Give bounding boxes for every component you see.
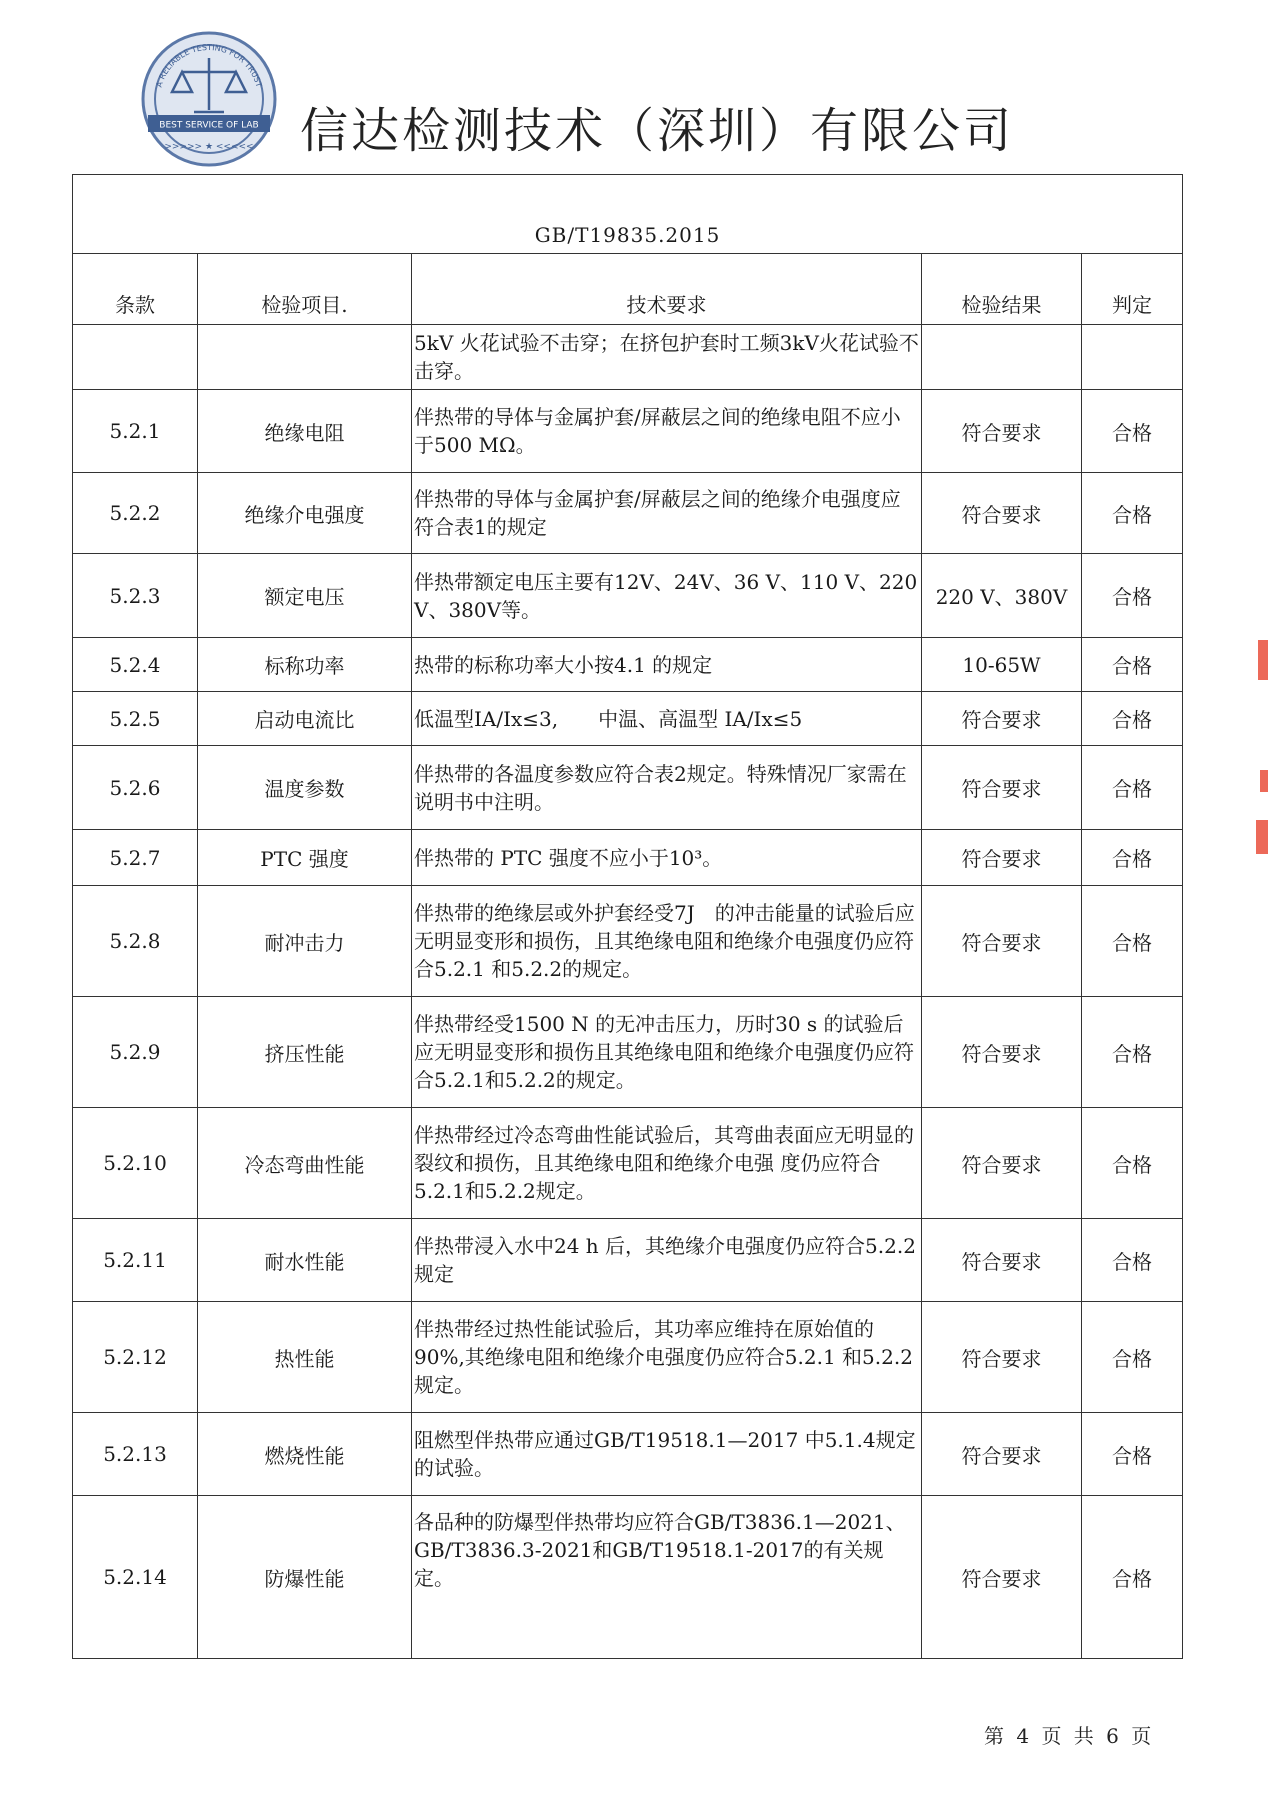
table-row bbox=[73, 638, 1183, 692]
item-cell: 挤压性能 bbox=[198, 997, 412, 1108]
item-cell: PTC 强度 bbox=[198, 830, 412, 886]
verdict-cell: 合格 bbox=[1082, 1496, 1183, 1659]
table-row bbox=[73, 1413, 1183, 1496]
item-cell: 冷态弯曲性能 bbox=[198, 1108, 412, 1219]
col-clause: 条款 bbox=[73, 254, 198, 325]
verdict-cell: 合格 bbox=[1082, 1413, 1183, 1496]
table-row bbox=[73, 390, 1183, 473]
clause-cell: 5.2.5 bbox=[73, 692, 198, 746]
clause-cell: 5.2.10 bbox=[73, 1108, 198, 1219]
lab-logo bbox=[138, 28, 280, 170]
page-number: 第 4 页 共 6 页 bbox=[984, 1724, 1155, 1748]
clause-cell: 5.2.3 bbox=[73, 554, 198, 638]
table-row bbox=[73, 746, 1183, 830]
requirement-cell: 伴热带经受1500 N 的无冲击压力，历时30 s 的试验后应无明显变形和损伤且其绝缘电阻和绝缘介电强度仍应符合5.2.1和5.2.2的规定。 bbox=[412, 997, 922, 1108]
result-cell: 符合要求 bbox=[922, 746, 1082, 830]
table-row bbox=[73, 325, 1183, 390]
clause-cell: 5.2.8 bbox=[73, 886, 198, 997]
result-cell: 符合要求 bbox=[922, 1219, 1082, 1302]
standard-title: GB/T19835.2015 bbox=[73, 175, 1183, 254]
result-cell: 符合要求 bbox=[922, 473, 1082, 554]
verdict-cell: 合格 bbox=[1082, 554, 1183, 638]
inspection-table-wrapper bbox=[72, 174, 1182, 1659]
requirement-cell: 5kV 火花试验不击穿；在挤包护套时工频3kV火花试验不击穿。 bbox=[412, 325, 922, 390]
clause-cell: 5.2.7 bbox=[73, 830, 198, 886]
requirement-cell: 伴热带经过热性能试验后，其功率应维持在原始值的90%,其绝缘电阻和绝缘介电强度仍应符合5.2.1 和5.2.2规定。 bbox=[412, 1302, 922, 1413]
item-cell: 防爆性能 bbox=[198, 1496, 412, 1659]
item-cell: 燃烧性能 bbox=[198, 1413, 412, 1496]
item-cell: 耐水性能 bbox=[198, 1219, 412, 1302]
table-row bbox=[73, 692, 1183, 746]
clause-cell: 5.2.14 bbox=[73, 1496, 198, 1659]
clause-cell: 5.2.9 bbox=[73, 997, 198, 1108]
table-row bbox=[73, 886, 1183, 997]
company-name: 信达检测技术（深圳）有限公司 bbox=[300, 103, 1015, 159]
requirement-cell: 热带的标称功率大小按4.1 的规定 bbox=[412, 638, 922, 692]
verdict-cell: 合格 bbox=[1082, 390, 1183, 473]
result-cell: 符合要求 bbox=[922, 692, 1082, 746]
verdict-cell bbox=[1082, 325, 1183, 390]
col-verdict: 判定 bbox=[1082, 254, 1183, 325]
requirement-cell: 低温型IA/Ix≤3, 中温、高温型 IA/Ix≤5 bbox=[412, 692, 922, 746]
verdict-cell: 合格 bbox=[1082, 830, 1183, 886]
result-cell bbox=[922, 325, 1082, 390]
verdict-cell: 合格 bbox=[1082, 746, 1183, 830]
item-cell: 额定电压 bbox=[198, 554, 412, 638]
table-row bbox=[73, 1496, 1183, 1659]
requirement-cell: 伴热带经过冷态弯曲性能试验后，其弯曲表面应无明显的裂纹和损伤，且其绝缘电阻和绝缘介电强 度仍应符合5.2.1和5.2.2规定。 bbox=[412, 1108, 922, 1219]
clause-cell: 5.2.2 bbox=[73, 473, 198, 554]
verdict-cell: 合格 bbox=[1082, 886, 1183, 997]
logo-band-text: BEST SERVICE OF LAB bbox=[159, 120, 259, 131]
item-cell: 温度参数 bbox=[198, 746, 412, 830]
requirement-cell: 伴热带额定电压主要有12V、24V、36 V、110 V、220 V、380V等。 bbox=[412, 554, 922, 638]
result-cell: 符合要求 bbox=[922, 997, 1082, 1108]
table-row bbox=[73, 1219, 1183, 1302]
clause-cell: 5.2.1 bbox=[73, 390, 198, 473]
result-cell: 符合要求 bbox=[922, 1413, 1082, 1496]
result-cell: 符合要求 bbox=[922, 390, 1082, 473]
col-result: 检验结果 bbox=[922, 254, 1082, 325]
result-cell: 220 V、380V bbox=[922, 554, 1082, 638]
verdict-cell: 合格 bbox=[1082, 638, 1183, 692]
result-cell: 符合要求 bbox=[922, 886, 1082, 997]
item-cell: 启动电流比 bbox=[198, 692, 412, 746]
item-cell: 绝缘电阻 bbox=[198, 390, 412, 473]
verdict-cell: 合格 bbox=[1082, 1108, 1183, 1219]
requirement-cell: 伴热带的导体与金属护套/屏蔽层之间的绝缘电阻不应小于500 MΩ。 bbox=[412, 390, 922, 473]
requirement-cell: 各品种的防爆型伴热带均应符合GB/T3836.1—2021、GB/T3836.3-2021和GB/T19518.1-2017的有关规定。 bbox=[412, 1496, 922, 1659]
table-row bbox=[73, 997, 1183, 1108]
verdict-cell: 合格 bbox=[1082, 473, 1183, 554]
seal-edge-mark bbox=[1258, 640, 1268, 680]
requirement-cell: 阻燃型伴热带应通过GB/T19518.1—2017 中5.1.4规定的试验。 bbox=[412, 1413, 922, 1496]
seal-edge-mark bbox=[1256, 820, 1268, 854]
table-row bbox=[73, 830, 1183, 886]
result-cell: 符合要求 bbox=[922, 1108, 1082, 1219]
seal-edge-mark bbox=[1260, 770, 1268, 792]
svg-text:>>>>> ★ <<<<<: >>>>> ★ <<<<< bbox=[164, 142, 254, 152]
requirement-cell: 伴热带的 PTC 强度不应小于10³。 bbox=[412, 830, 922, 886]
item-cell: 耐冲击力 bbox=[198, 886, 412, 997]
verdict-cell: 合格 bbox=[1082, 997, 1183, 1108]
clause-cell: 5.2.13 bbox=[73, 1413, 198, 1496]
verdict-cell: 合格 bbox=[1082, 1302, 1183, 1413]
verdict-cell: 合格 bbox=[1082, 692, 1183, 746]
result-cell: 符合要求 bbox=[922, 830, 1082, 886]
clause-cell: 5.2.12 bbox=[73, 1302, 198, 1413]
item-cell bbox=[198, 325, 412, 390]
table-row bbox=[73, 1108, 1183, 1219]
result-cell: 符合要求 bbox=[922, 1302, 1082, 1413]
item-cell: 标称功率 bbox=[198, 638, 412, 692]
item-cell: 热性能 bbox=[198, 1302, 412, 1413]
requirement-cell: 伴热带的导体与金属护套/屏蔽层之间的绝缘介电强度应符合表1的规定 bbox=[412, 473, 922, 554]
standard-row bbox=[73, 175, 1183, 254]
clause-cell: 5.2.6 bbox=[73, 746, 198, 830]
logo-arc-text: A RELIABLE TESTING FOR TRUST bbox=[154, 42, 264, 89]
verdict-cell: 合格 bbox=[1082, 1219, 1183, 1302]
requirement-cell: 伴热带的绝缘层或外护套经受7J 的冲击能量的试验后应无明显变形和损伤，且其绝缘电阻和绝缘介电强度仍应符合5.2.1 和5.2.2的规定。 bbox=[412, 886, 922, 997]
clause-cell: 5.2.4 bbox=[73, 638, 198, 692]
requirement-cell: 伴热带的各温度参数应符合表2规定。特殊情况厂家需在说明书中注明。 bbox=[412, 746, 922, 830]
result-cell: 10-65W bbox=[922, 638, 1082, 692]
inspection-table bbox=[72, 174, 1183, 1659]
clause-cell bbox=[73, 325, 198, 390]
table-row bbox=[73, 473, 1183, 554]
table-row bbox=[73, 554, 1183, 638]
col-requirement: 技术要求 bbox=[412, 254, 922, 325]
col-item: 检验项目. bbox=[198, 254, 412, 325]
item-cell: 绝缘介电强度 bbox=[198, 473, 412, 554]
result-cell: 符合要求 bbox=[922, 1496, 1082, 1659]
clause-cell: 5.2.11 bbox=[73, 1219, 198, 1302]
requirement-cell: 伴热带浸入水中24 h 后，其绝缘介电强度仍应符合5.2.2规定 bbox=[412, 1219, 922, 1302]
table-row bbox=[73, 1302, 1183, 1413]
header-row bbox=[73, 254, 1183, 325]
